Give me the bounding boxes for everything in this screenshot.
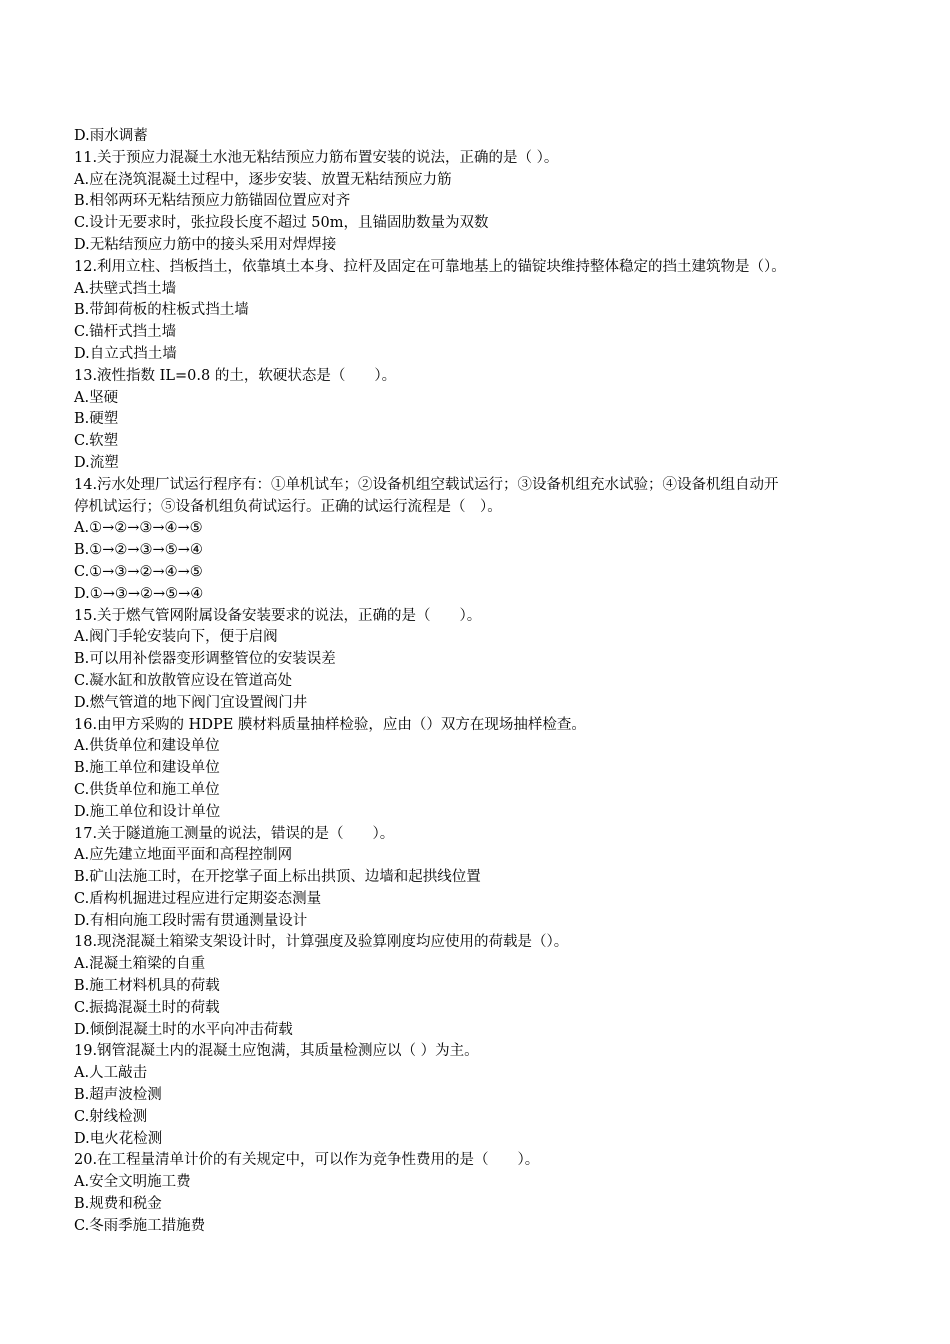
text-line: D.有相向施工段时需有贯通测量设计 — [74, 912, 308, 929]
text-line: C.凝水缸和放散管应设在管道高处 — [74, 672, 293, 689]
text-line: A.应在浇筑混凝土过程中，逐步安装、放置无粘结预应力筋 — [74, 171, 452, 188]
text-line: C.供货单位和施工单位 — [74, 781, 220, 798]
text-line: D.自立式挡土墙 — [74, 345, 177, 362]
text-line: 16.由甲方采购的 HDPE 膜材料质量抽样检验，应由（）双方在现场抽样检查。 — [74, 716, 586, 733]
text-line: C.盾构机掘进过程应进行定期姿态测量 — [74, 890, 322, 907]
text-line: A.人工敲击 — [74, 1065, 148, 1082]
text-line: D.电火花检测 — [74, 1130, 163, 1147]
text-line: A.①→②→③→④→⑤ — [74, 520, 203, 537]
text-line: C.软塑 — [74, 433, 119, 450]
text-line: D.流塑 — [74, 454, 119, 471]
text-line: D.①→③→②→⑤→④ — [74, 585, 204, 602]
text-line: 19.钢管混凝土内的混凝土应饱满，其质量检测应以（ ）为主。 — [74, 1043, 479, 1060]
text-line: C.射线检测 — [74, 1108, 148, 1125]
text-line: A.混凝土箱梁的自重 — [74, 956, 206, 973]
text-line: A.坚硬 — [74, 389, 119, 406]
text-line: 13.液性指数 IL=0.8 的土，软硬状态是（ ）。 — [74, 367, 397, 384]
text-line: D.倾倒混凝土时的水平向冲击荷载 — [74, 1021, 293, 1038]
text-line: A.安全文明施工费 — [74, 1174, 191, 1191]
text-line: B.相邻两环无粘结预应力筋锚固位置应对齐 — [74, 193, 351, 210]
text-line: C.锚杆式挡土墙 — [74, 324, 177, 341]
text-line: B.带卸荷板的柱板式挡土墙 — [74, 302, 249, 319]
text-line: B.超声波检测 — [74, 1087, 162, 1104]
text-line: B.可以用补偿器变形调整管位的安装误差 — [74, 651, 336, 668]
text-line: A.扶壁式挡土墙 — [74, 280, 177, 297]
text-line: C.设计无要求时，张拉段长度不超过 50m，且锚固肋数量为双数 — [74, 215, 489, 232]
text-line: A.应先建立地面平面和高程控制网 — [74, 847, 293, 864]
text-line: 停机试运行；⑤设备机组负荷试运行。正确的试运行流程是（ ）。 — [74, 498, 502, 515]
text-line: 18.现浇混凝土箱梁支架设计时，计算强度及验算刚度均应使用的荷载是（）。 — [74, 934, 569, 951]
text-line: 14.污水处理厂试运行程序有：①单机试车；②设备机组空载试运行；③设备机组充水试验；④设备机组自动开 — [74, 476, 779, 493]
text-line: B.矿山法施工时，在开挖掌子面上标出拱顶、边墙和起拱线位置 — [74, 869, 481, 886]
text-line: 12.利用立柱、挡板挡土，依靠填土本身、拉杆及固定在可靠地基上的锚锭块维持整体稳定的挡土建筑物是（）。 — [74, 258, 786, 275]
text-line: D.无粘结预应力筋中的接头采用对焊焊接 — [74, 236, 337, 253]
text-line: C.振捣混凝土时的荷载 — [74, 999, 220, 1016]
text-line: 11.关于预应力混凝土水池无粘结预应力筋布置安装的说法，正确的是（ ）。 — [74, 149, 559, 166]
text-line: B.硬塑 — [74, 411, 119, 428]
text-line: C.①→③→②→④→⑤ — [74, 563, 203, 580]
text-line: C.冬雨季施工措施费 — [74, 1217, 206, 1234]
document-page — [74, 126, 904, 1238]
text-line: B.施工材料机具的荷载 — [74, 978, 220, 995]
text-line: D.雨水调蓄 — [74, 128, 148, 144]
text-line: B.施工单位和建设单位 — [74, 760, 220, 777]
text-line: 20.在工程量清单计价的有关规定中，可以作为竞争性费用的是（ ）。 — [74, 1152, 540, 1169]
text-line: 15.关于燃气管网附属设备安装要求的说法，正确的是（ ）。 — [74, 607, 482, 624]
text-line: D.施工单位和设计单位 — [74, 803, 221, 820]
text-line: B.①→②→③→⑤→④ — [74, 542, 203, 559]
text-line: A.供货单位和建设单位 — [74, 738, 220, 755]
text-line: 17.关于隧道施工测量的说法，错误的是（ ）。 — [74, 825, 395, 842]
text-line: A.阀门手轮安装向下，便于启阀 — [74, 629, 278, 646]
text-line: D.燃气管道的地下阀门宜设置阀门井 — [74, 694, 308, 711]
text-line: B.规费和税金 — [74, 1196, 162, 1213]
